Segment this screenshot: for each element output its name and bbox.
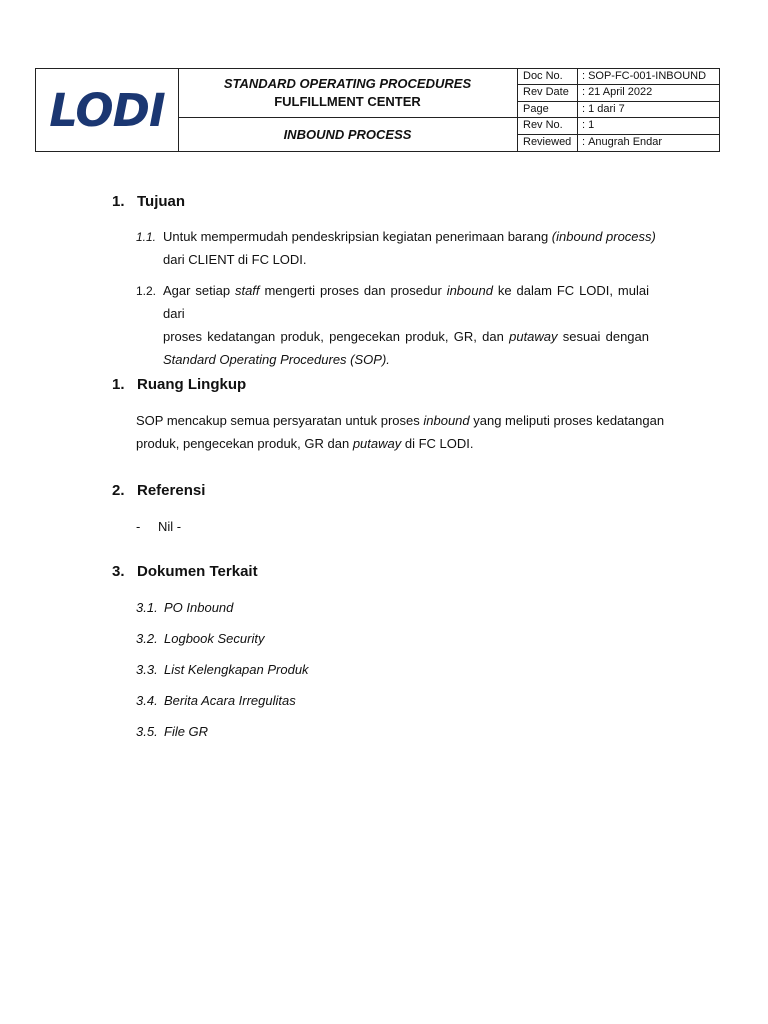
item-text: PO Inbound — [164, 600, 234, 615]
section-title: Tujuan — [137, 193, 186, 210]
text-span: Untuk mempermudah pendeskripsian kegiatan penerimaan barang — [163, 229, 552, 244]
item-number: 3.3. — [136, 662, 158, 677]
text-span: proses kedatangan produk, pengecekan produk, GR, dan — [163, 329, 510, 344]
section-heading-ruang-lingkup — [112, 376, 246, 393]
section-title: Referensi — [137, 482, 206, 499]
section-number: 2. — [112, 482, 125, 499]
text-span-italic: putaway — [509, 329, 558, 344]
meta-value: 1 — [588, 119, 595, 132]
referensi-text: Nil - — [158, 519, 182, 534]
text-span-italic: inbound — [423, 413, 470, 428]
meta-row-rev-no: Rev No. : 1 — [518, 118, 720, 134]
item-number: 3.5. — [136, 724, 158, 739]
item-number: 1.1. — [136, 230, 157, 244]
list-item — [136, 724, 208, 739]
section-number: 1. — [112, 376, 125, 393]
list-item — [136, 631, 264, 646]
item-number: 3.2. — [136, 631, 158, 646]
text-span: yang meliputi proses kedatangan — [469, 413, 665, 428]
process-title: INBOUND PROCESS — [283, 126, 412, 142]
item-number: 1.2. — [136, 284, 157, 298]
section-heading-dokumen-terkait — [112, 563, 258, 580]
text-span-italic: inbound — [446, 283, 493, 298]
section-heading-tujuan — [112, 193, 185, 210]
section-title: Ruang Lingkup — [137, 376, 247, 393]
text-span: SOP mencakup semua persyaratan untuk proses — [136, 413, 424, 428]
tujuan-item-1 — [163, 225, 656, 271]
list-item — [136, 662, 309, 677]
meta-label: Doc No. — [518, 69, 578, 84]
meta-row-reviewed: Reviewed : Anugrah Endar — [518, 135, 720, 151]
section-number: 3. — [112, 563, 125, 580]
text-line: dari CLIENT di FC LODI. — [163, 252, 307, 267]
item-text: File GR — [164, 724, 209, 739]
item-number: 3.1. — [136, 600, 158, 615]
item-number: 3.4. — [136, 693, 158, 708]
meta-value: SOP-FC-001-INBOUND — [588, 70, 707, 82]
referensi-bullet: - — [136, 519, 141, 534]
section-heading-referensi — [112, 482, 205, 499]
company-logo: LODI — [49, 83, 165, 137]
meta-label: Rev Date — [518, 85, 578, 100]
document-meta-table — [517, 69, 720, 151]
list-item — [136, 600, 233, 615]
meta-label: Page — [518, 102, 578, 117]
meta-label: Rev No. — [518, 118, 578, 133]
item-text: Berita Acara Irregulitas — [164, 693, 296, 708]
meta-row-page: Page : 1 dari 7 — [518, 102, 720, 118]
tujuan-item-2 — [163, 279, 649, 371]
text-span: di FC LODI. — [401, 436, 474, 451]
text-span-italic: Standard Operating Procedures (SOP). — [163, 352, 390, 367]
text-span: produk, pengecekan produk, GR dan — [136, 436, 353, 451]
meta-value: 1 dari 7 — [588, 102, 625, 115]
text-span-italic: (inbound process) — [551, 229, 656, 244]
section-title: Dokumen Terkait — [137, 563, 258, 580]
sop-title-block — [178, 69, 517, 118]
section-number: 1. — [112, 193, 125, 210]
meta-value: Anugrah Endar — [588, 135, 663, 148]
item-text: Logbook Security — [164, 631, 265, 646]
text-span-italic: staff — [234, 283, 260, 298]
meta-row-doc-no: Doc No. : SOP-FC-001-INBOUND — [518, 69, 720, 85]
item-text: List Kelengkapan Produk — [164, 662, 309, 677]
document-header — [35, 68, 720, 152]
text-span: Agar setiap — [163, 283, 235, 298]
meta-row-rev-date: Rev Date : 21 April 2022 — [518, 85, 720, 101]
logo-cell — [36, 69, 179, 151]
text-span: sesuai dengan — [557, 329, 649, 344]
meta-value: 21 April 2022 — [588, 86, 653, 99]
text-span-italic: putaway — [352, 436, 402, 451]
ruang-lingkup-paragraph — [136, 409, 665, 455]
text-span: ke dalam FC LODI, mulai dari — [163, 283, 649, 321]
text-span: mengerti proses dan prosedur — [259, 283, 447, 298]
meta-label: Reviewed — [518, 135, 578, 151]
sop-subtitle: FULFILLMENT CENTER — [274, 94, 421, 109]
sop-title: STANDARD OPERATING PROCEDURES — [223, 76, 472, 91]
list-item — [136, 693, 296, 708]
